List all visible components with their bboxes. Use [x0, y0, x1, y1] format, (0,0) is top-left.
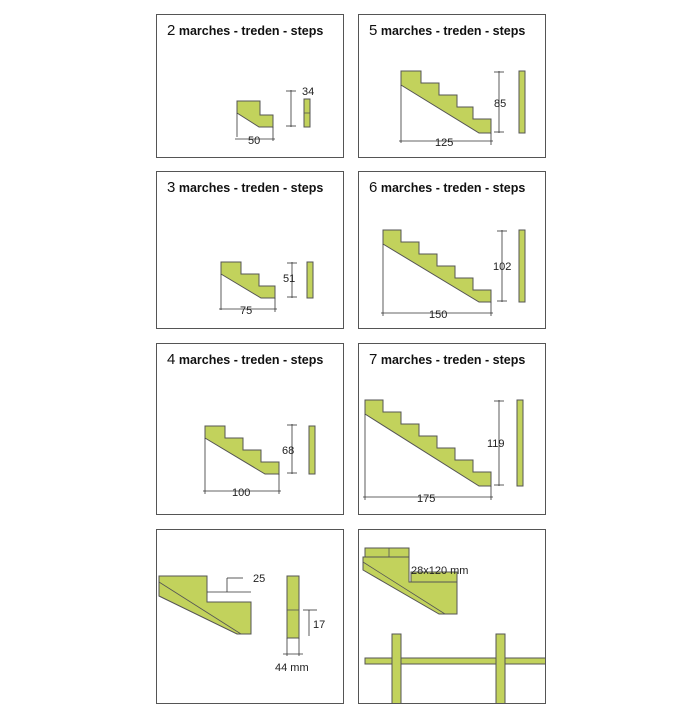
- side-view-post: [519, 230, 525, 302]
- stringer-shape: [383, 230, 491, 302]
- height-dimension-label: 102: [493, 261, 512, 273]
- height-dimension-label: 68: [282, 445, 295, 457]
- stair-panel-4-steps: [156, 343, 344, 515]
- stringer-shape: [401, 71, 491, 133]
- stringer-detail-shape: [159, 576, 251, 634]
- stringer-shape: [205, 426, 279, 474]
- height-dimension-label: 85: [494, 98, 507, 110]
- height-dimension-label: 51: [283, 273, 296, 285]
- tread-detail-panel: [358, 529, 546, 704]
- stringer-shape: [365, 400, 491, 486]
- depth-dimension-label: 75: [240, 305, 253, 317]
- tread-board: [365, 548, 409, 557]
- panel-title: 3 marches - treden - steps: [167, 179, 324, 196]
- side-view-post: [307, 262, 313, 298]
- panel-title: 7 marches - treden - steps: [369, 351, 526, 368]
- stair-panel-5-steps: [358, 14, 546, 158]
- depth-dimension-label: 100: [232, 487, 251, 499]
- stringer-shape: [221, 262, 275, 298]
- depth-dimension-label: 50: [248, 135, 261, 147]
- depth-dimension-label: 150: [429, 309, 448, 321]
- stair-panel-3-steps: [156, 171, 344, 329]
- panel-title: 2 marches - treden - steps: [167, 22, 324, 39]
- stringer-shape: [237, 101, 273, 127]
- panel-title: 4 marches - treden - steps: [167, 351, 324, 368]
- side-view-post: [309, 426, 315, 474]
- bottom-view-stringer-left: [392, 634, 401, 704]
- step-width-label: 25: [253, 573, 266, 585]
- rise-label: 17: [313, 619, 326, 631]
- side-view-post: [517, 400, 523, 486]
- stair-panel-2-steps: [156, 14, 344, 158]
- tread-size-label: 28x120 mm: [411, 565, 469, 577]
- panel-title: 6 marches - treden - steps: [369, 179, 526, 196]
- side-view-post: [519, 71, 525, 133]
- depth-dimension-label: 125: [435, 137, 454, 149]
- height-dimension-label: 34: [302, 86, 315, 98]
- thickness-label: 44 mm: [275, 662, 309, 674]
- depth-dimension-label: 175: [417, 493, 436, 505]
- height-dimension-label: 119: [487, 438, 505, 450]
- bottom-view-stringer-right: [496, 634, 505, 704]
- stair-panel-6-steps: [358, 171, 546, 329]
- step-detail-panel: [156, 529, 344, 704]
- panel-title: 5 marches - treden - steps: [369, 22, 526, 39]
- post-detail: [287, 576, 299, 638]
- stair-panel-7-steps: [358, 343, 546, 515]
